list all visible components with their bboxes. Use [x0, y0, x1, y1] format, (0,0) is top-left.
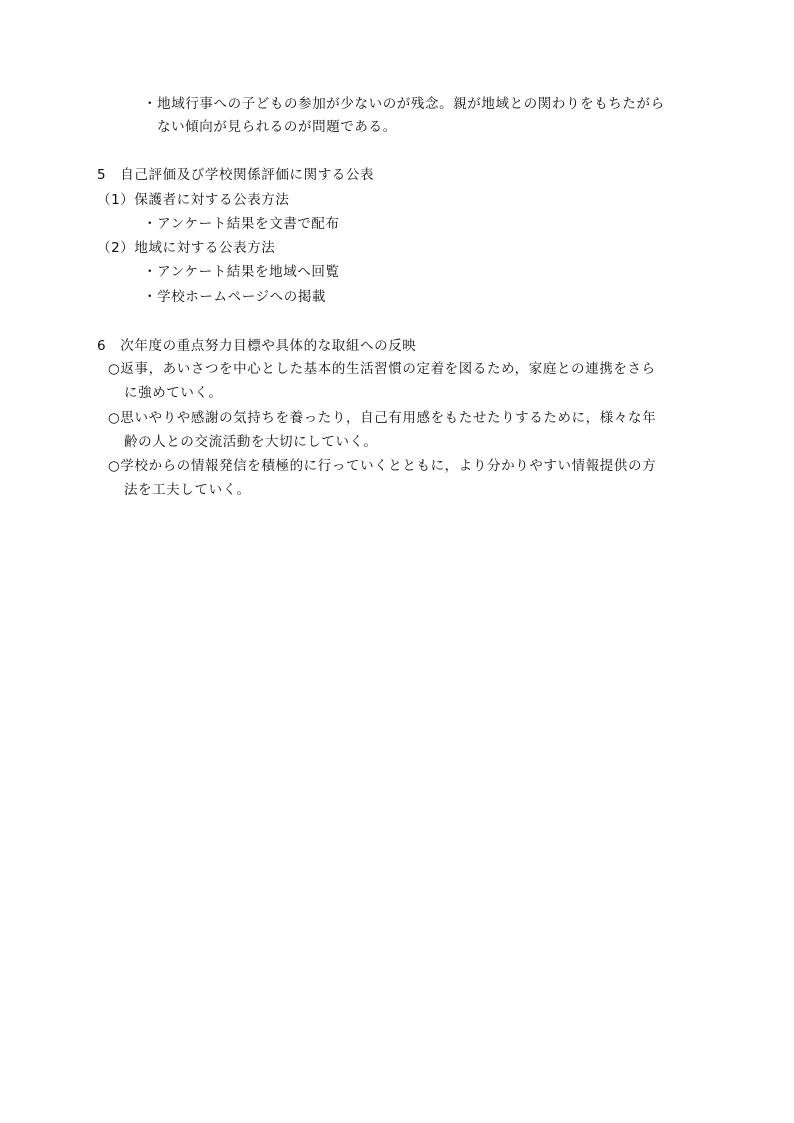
section6-item-2-line2: 齢の人との交流活動を大切にしていく。	[124, 434, 378, 450]
section5-sub2-heading: （2）地域に対する公表方法	[97, 240, 276, 256]
section6-item-1-line2: に強めていく。	[124, 385, 223, 401]
section4-bullet-line1: ・地域行事への子どもの参加が少ないのが残念。親が地域との関わりをもちたがら	[143, 96, 665, 112]
section4-bullet-line2: ない傾向が見られるのが問題である。	[157, 119, 397, 135]
section6-item-2-line1: ○思いやりや感謝の気持ちを養ったり，自己有用感をもたせたりするために，様々な年	[108, 410, 657, 426]
section5-sub1-item: ・アンケート結果を文書で配布	[143, 216, 340, 232]
section5-sub2-item-1: ・アンケート結果を地域へ回覧	[143, 264, 340, 280]
section5-heading: 5 自己評価及び学校関係評価に関する公表	[97, 167, 375, 183]
section6-item-3-line1: ○学校からの情報発信を積極的に行っていくとともに，より分かりやすい情報提供の方	[108, 458, 657, 474]
section6-item-3-line2: 法を工夫していく。	[124, 482, 251, 498]
section5-sub1-heading: （1）保護者に対する公表方法	[97, 192, 290, 208]
section6-heading: 6 次年度の重点努力目標や具体的な取組への反映	[97, 338, 417, 354]
section5-sub2-item-2: ・学校ホームページへの掲載	[143, 289, 327, 305]
section6-item-1-line1: ○返事，あいさつを中心とした基本的生活習慣の定着を図るため，家庭との連携をさら	[108, 361, 656, 377]
